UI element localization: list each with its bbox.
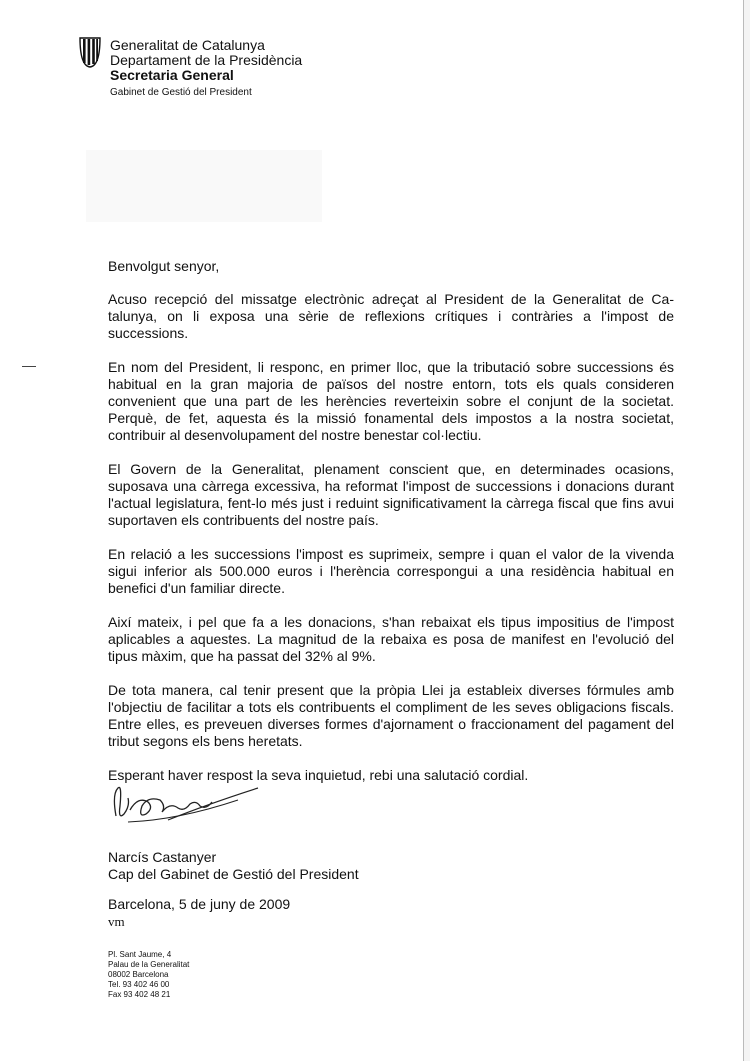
paragraph-1: Acuso recepció del missatge electrònic adreçat al President de la Generalitat de Ca-talunya, on li exposa una sèrie de reflexions crítiques i contràries a l'impost de successions. — [108, 291, 674, 341]
letter-body — [108, 258, 674, 784]
generalitat-logo-icon — [79, 36, 101, 68]
typist-initials: vm — [108, 914, 125, 929]
footer-address-line-3: 08002 Barcelona — [108, 970, 169, 979]
letterhead-text — [110, 38, 430, 99]
place-date: Barcelona, 5 de juny de 2009 — [108, 896, 291, 912]
office-name: Gabinet de Gestió del President — [110, 87, 252, 98]
department-name: Departament de la Presidència — [110, 52, 303, 68]
paragraph-5: Així mateix, i pel que fa a les donacions, s'han rebaixat els tipus impositius de l'impost aplicables a aquestes. La magnitud de la rebaixa es posa de manifest en l'evolució del tipus màxim, que ha passat del 32% al 9%. — [108, 614, 674, 664]
fold-mark — [22, 366, 36, 367]
redacted-address-block — [86, 150, 322, 222]
paragraph-4: En relació a les successions l'impost es suprimeix, sempre i quan el valor de la vivenda sigui inferior als 500.000 euros i l'herència correspongui a una residència habitual en benefici d'un familiar directe. — [108, 546, 674, 596]
scan-edge — [743, 0, 750, 1061]
footer-address-line-1: Pl. Sant Jaume, 4 — [108, 950, 172, 959]
footer-fax: Fax 93 402 48 21 — [108, 990, 171, 999]
greeting: Benvolgut senyor, — [108, 258, 220, 274]
signer-block — [108, 849, 359, 883]
paragraph-3: El Govern de la Generalitat, plenament conscient que, en determinades ocasions, suposava una càrrega excessiva, ha reformat l'impost de successions i donacions durant l'actual legislatura, fent-lo més just i reduint significativament la càrrega fiscal que fins avui suportaven els contribuents del nostre país. — [108, 461, 674, 528]
handwritten-signature — [108, 776, 268, 846]
division-name: Secretaria General — [110, 67, 234, 83]
footer-address — [108, 950, 189, 1000]
place-date-block — [108, 896, 290, 930]
paragraph-2: En nom del President, li responc, en primer lloc, que la tributació sobre successions és habitual en la gran majoria de països del nostre entorn, tots els quals consideren convenient que una part de les herències reverteixin sobre el conjunt de la societat. Perquè, de fet, aquesta és la missió fonamental dels impostos a la nostra societat, contribuir al desenvolupament del nostre benestar col·lectiu. — [108, 359, 674, 443]
footer-tel: Tel. 93 402 46 00 — [108, 980, 170, 989]
paragraph-6: De tota manera, cal tenir present que la pròpia Llei ja estableix diverses fórmules amb l'objectiu de facilitar a tots els contribuents el compliment de les seves obligacions fiscals. Entre elles, es preveuen diverses formes d'ajornament o fraccionament del pagament del tribut segons els bens heretats. — [108, 682, 674, 749]
closing: Esperant haver respost la seva inquietud, rebi una salutació cordial. — [108, 767, 529, 783]
org-name: Generalitat de Catalunya — [110, 37, 265, 53]
signer-title: Cap del Gabinet de Gestió del President — [108, 866, 359, 882]
footer-address-line-2: Palau de la Generalitat — [108, 960, 190, 969]
signer-name: Narcís Castanyer — [108, 849, 217, 865]
